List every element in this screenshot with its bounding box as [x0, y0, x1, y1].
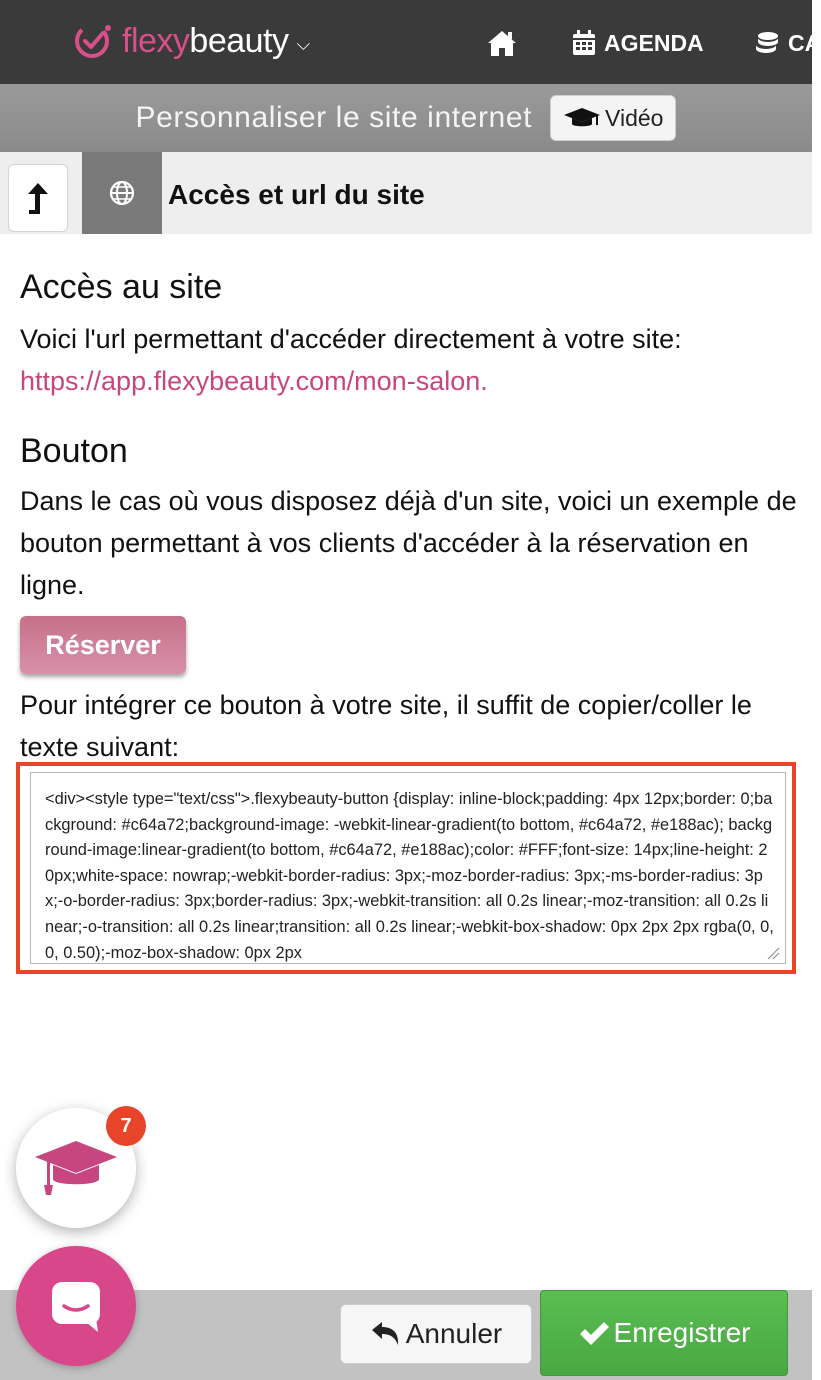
- site-url-link[interactable]: https://app.flexybeauty.com/mon-salon.: [20, 366, 488, 396]
- check-icon: [578, 1319, 610, 1347]
- brand-flexy: flexy: [122, 21, 190, 60]
- globe-tab: [82, 152, 162, 234]
- reserve-button[interactable]: Réserver: [20, 616, 186, 674]
- acces-heading: Accès au site: [20, 268, 223, 306]
- nav-caisse-label: CA: [788, 29, 821, 56]
- home-icon[interactable]: [486, 28, 518, 58]
- coins-icon: [754, 30, 780, 56]
- embed-code-textarea[interactable]: <div><style type="text/css">.flexybeauty-button {display: inline-block;padding: 4px 12px;border: 0;background: #c64a72;background-image: -webkit-linear-gradient(to bottom, #c64a72, #e188ac); background-image:linear-gradient(to bottom, #c64a72, #e188ac);color: #FFF;font-size: 14px;line-height: 20px;white-space: nowrap;-webkit-border-radius: 3px;-moz-border-radius: 3px;-ms-border-radius: 3px;-o-border-radius: 3px;border-radius: 3px;-webkit-transition: all 0.2s linear;-moz-transition: all 0.2s linear;-o-transition: all 0.2s linear;transition: all 0.2s linear;-webkit-box-shadow: 0px 2px 2px rgba(0, 0, 0, 0.50);-moz-box-shadow: 0px 2px: [30, 772, 786, 964]
- notification-badge: 7: [106, 1106, 146, 1146]
- integration-instructions: Pour intégrer ce bouton à votre site, il suffit de copier/coller le texte suivant:: [20, 690, 752, 762]
- back-arrow-icon: [25, 180, 51, 216]
- chat-icon: [48, 1278, 104, 1334]
- acces-description: Voici l'url permettant d'accéder directement à votre site:: [20, 324, 682, 354]
- cancel-button[interactable]: [340, 1304, 532, 1364]
- brand-menu[interactable]: [72, 18, 310, 64]
- globe-icon: [109, 180, 135, 206]
- section-header: [0, 152, 812, 234]
- video-button[interactable]: [550, 95, 676, 141]
- page-title: Personnaliser le site internet: [135, 101, 533, 134]
- brand-name: [122, 22, 289, 61]
- nav-agenda[interactable]: [572, 28, 704, 58]
- graduation-cap-icon: [33, 1135, 119, 1201]
- top-navbar: [0, 0, 821, 84]
- undo-icon: [370, 1321, 400, 1347]
- page-titlebar: [0, 84, 812, 152]
- code-highlight-frame: [16, 762, 796, 974]
- save-button[interactable]: [540, 1290, 788, 1376]
- chat-launcher-button[interactable]: [16, 1246, 136, 1366]
- video-button-label: Vidéo: [605, 104, 664, 131]
- logo-clock-icon: [72, 19, 116, 63]
- nav-agenda-label: AGENDA: [604, 29, 704, 56]
- back-button[interactable]: [8, 164, 68, 232]
- cancel-button-label: Annuler: [405, 1318, 503, 1349]
- bouton-heading: Bouton: [20, 432, 128, 470]
- nav-caisse[interactable]: [754, 28, 821, 58]
- section-title: Accès et url du site: [168, 179, 425, 210]
- graduation-cap-icon: [563, 106, 601, 130]
- brand-beauty: beauty: [189, 21, 289, 60]
- resize-handle-icon[interactable]: [766, 946, 780, 960]
- calendar-icon: [572, 30, 596, 56]
- bouton-description: Dans le cas où vous disposez déjà d'un site, voici un exemple de bouton permettant à vos clients d'accéder à la réservation en ligne.: [20, 486, 797, 600]
- chevron-down-icon: ⌵: [296, 33, 311, 54]
- save-button-label: Enregistrer: [613, 1317, 751, 1348]
